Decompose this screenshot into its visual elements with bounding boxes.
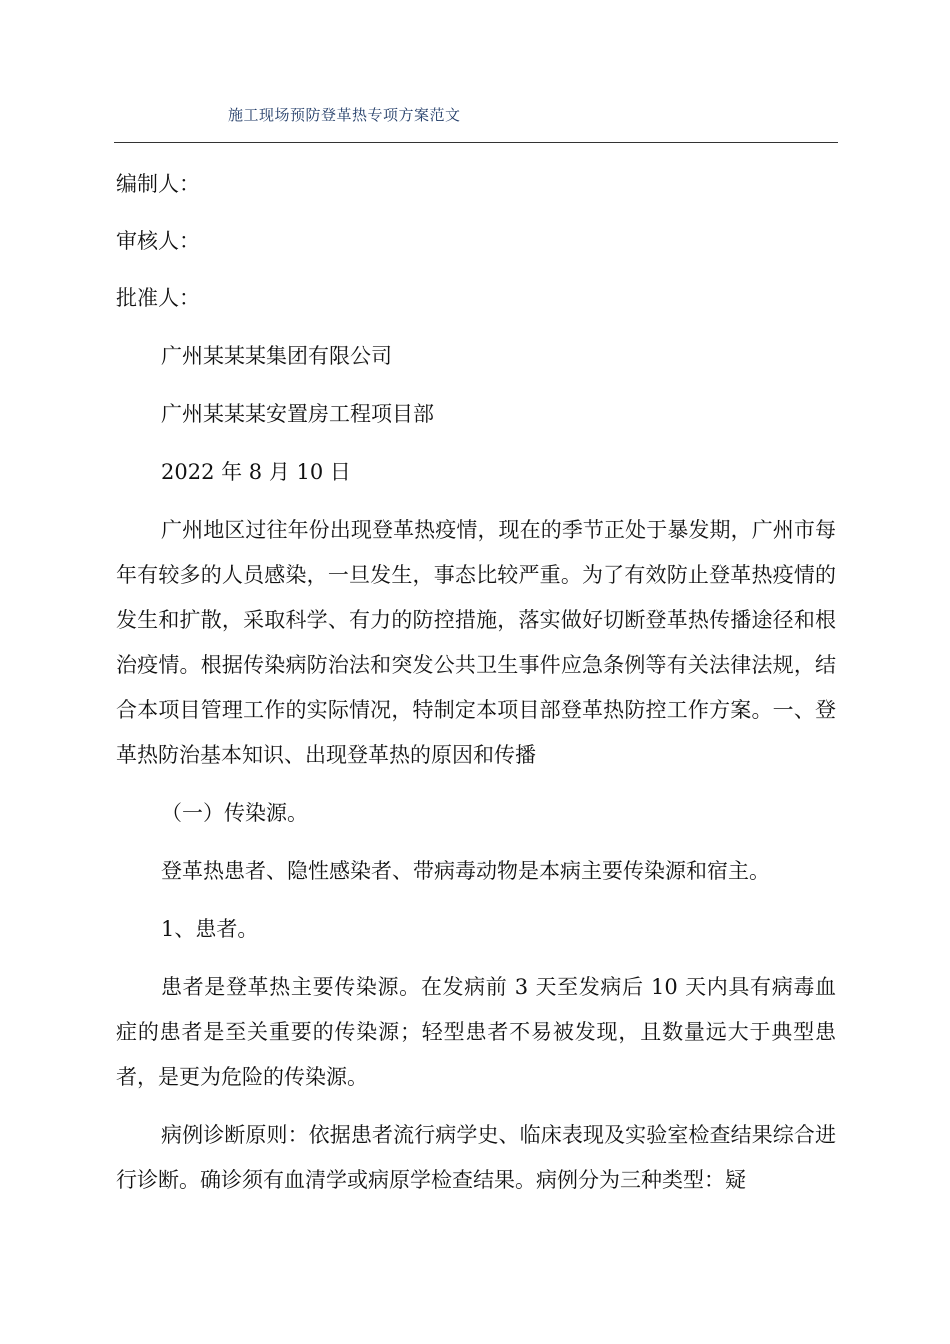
intro-paragraph: 广州地区过往年份出现登革热疫情，现在的季节正处于暴发期，广州市每年有较多的人员感染，一旦发生，事态比较严重。为了有效防止登革热疫情的发生和扩散，采取科学、有力的防控措施，落实做好切断登革热传播途径和根治疫情。根据传染病防治法和突发公共卫生事件应急条例等有关法律法规，结合本项目管理工作的实际情况，特制定本项目部登革热防控工作方案。一、登革热防治基本知识、出现登革热的原因和传播 [116, 518, 836, 767]
company-name: 广州某某某集团有限公司 [161, 344, 392, 368]
item-heading-patients: 1、患者。 [161, 917, 259, 941]
signatory-approver: 批准人： [116, 286, 200, 310]
diagnosis-paragraph: 病例诊断原则：依据患者流行病学史、临床表现及实验室检查结果综合进行诊断。确诊须有血清学或病原学检查结果。病例分为三种类型：疑 [116, 1123, 836, 1192]
signatory-compiler: 编制人： [116, 172, 200, 196]
document-date: 2022 年 8 月 10 日 [161, 460, 351, 484]
patients-paragraph: 患者是登革热主要传染源。在发病前 3 天至发病后 10 天内具有病毒血症的患者是至关重要的传染源；轻型患者不易被发现，且数量远大于典型患者，是更为危险的传染源。 [116, 975, 836, 1089]
signatory-reviewer: 审核人： [116, 229, 200, 253]
page-header-title: 施工现场预防登革热专项方案范文 [228, 106, 461, 124]
project-name: 广州某某某安置房工程项目部 [161, 402, 434, 426]
header-divider [114, 142, 838, 143]
section-heading-infection-source: （一）传染源。 [161, 801, 308, 825]
sources-paragraph: 登革热患者、隐性感染者、带病毒动物是本病主要传染源和宿主。 [161, 859, 770, 883]
document-body [116, 162, 836, 1216]
